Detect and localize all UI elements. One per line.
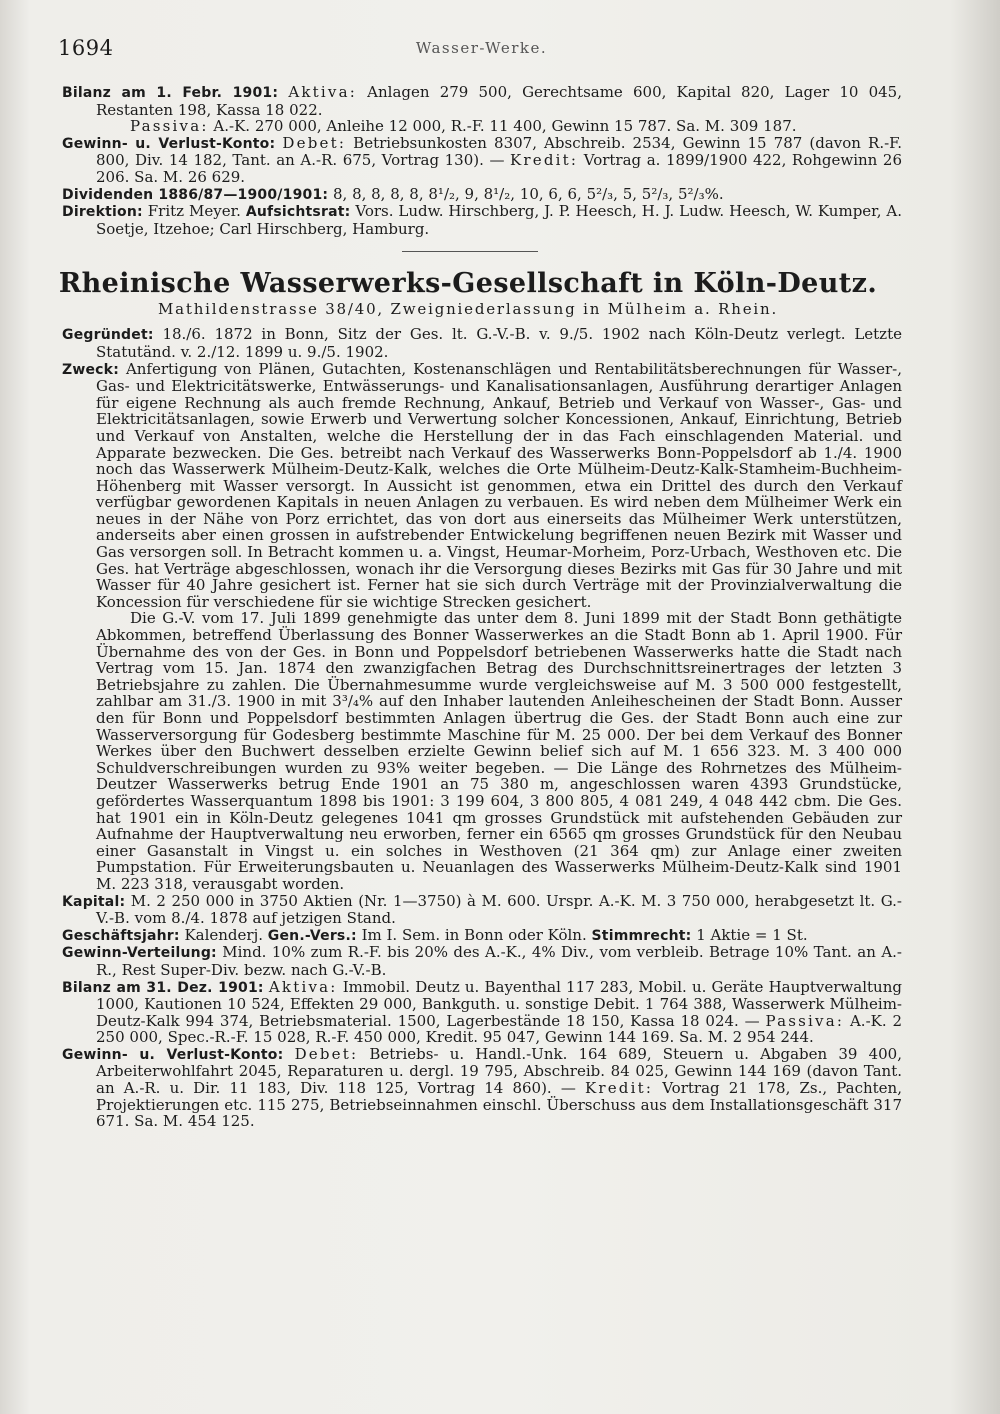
prev-direktion-label: Direktion: — [62, 204, 143, 221]
page-header — [58, 36, 905, 66]
bilanz-aktiva-text: Immobil. Deutz u. Bayenthal 117 283, Mobil. u. Geräte Hauptverwaltung 1000, Kautionen 10 524, Effekten 29 000, Bankguth. u. sonstige Debit. 1 764 388, Wasserwerk Mülheim-Deutz-Kalk 994 374, Betriebsmaterial. 1500, Lagerbestände 18 150, Kassa 18 024. — — [96, 977, 902, 1030]
geschaeftsjahr-entry — [62, 927, 902, 945]
gewinnverteilung-entry — [62, 944, 902, 978]
guv-kredit-label: Kredit: — [584, 1079, 654, 1098]
prev-aktiva-label: Aktiva: — [288, 83, 357, 101]
genvers-text: Im I. Sem. in Bonn oder Köln. — [361, 925, 587, 944]
prev-aufsichtsrat-label: Aufsichtsrat: — [245, 204, 351, 221]
geschaeftsjahr-label: Geschäftsjahr: — [62, 927, 180, 944]
guv-debet-label: Debet: — [294, 1044, 359, 1063]
page-number: 1694 — [58, 36, 114, 60]
prev-passiva-text: A.-K. 270 000, Anleihe 12 000, R.-F. 11 400, Gewinn 15 787. Sa. M. 309 187. — [213, 117, 797, 136]
prev-div-text: 8, 8, 8, 8, 8, 8¹/₂, 9, 8¹/₂, 10, 6, 6, 5²/₃, 5, 5²/₃, 5²/₃%. — [332, 184, 724, 203]
prev-guv-label: Gewinn- u. Verlust-Konto: — [62, 135, 276, 152]
section-divider — [402, 251, 538, 252]
prev-aufsichtsrat-text: Vors. Ludw. Hirschberg, J. P. Heesch, H. J. Ludw. Heesch, W. Kumper, A. Soetje, Itzehoe; Carl Hirschberg, Hamburg. — [96, 202, 903, 238]
guv-entry — [62, 1046, 902, 1130]
page-content — [58, 83, 903, 1131]
gegruendet-entry — [62, 326, 902, 360]
prev-guv-entry — [62, 135, 902, 186]
prev-kredit-text: Vortrag a. 1899/1900 422, Rohgewinn 26 206. Sa. M. 26 629. — [96, 151, 902, 186]
kapital-entry — [62, 893, 902, 927]
bilanz-passiva-label: Passiva: — [765, 1011, 845, 1030]
guv-kredit-text: Vortrag 21 178, Zs., Pachten, Projektierungen etc. 115 275, Betriebseinnahmen einschl. Überschuss aus dem Installationsgeschäft 317 671. Sa. M. 454 125. — [96, 1079, 902, 1131]
gegruendet-label: Gegründet: — [62, 327, 154, 344]
zweck-text: Anfertigung von Plänen, Gutachten, Kostenanschlägen und Rentabilitätsberechnungen für Wasser-, Gas- und Elektricitätswerke, Entwässerungs- und Kanalisationsanlagen, Ausführung derartiger Anlagen für eigene Rechnung als auch fremde Rechnung, Ankauf, Betrieb und Verkauf von Wasser-, Gas- und Elektricitätsanlagen, sowie Erwerb und Verwertung solcher Koncessionen, Ankauf, Einrichtung, Betrieb und Verkauf von Anstalten, welche die Herstellung der in das Fach einschlagenden Material. und Apparate bezwecken. Die Ges. betreibt nach Verkauf des Wasserwerks Bonn-Poppelsdorf ab 1./4. 1900 noch das Wasserwerk Mülheim-Deutz-Kalk, welches die Orte Mülheim-Deutz-Kalk-Stamheim-Buchheim-Höhenberg mit Wasser versorgt. In Aussicht ist genommen, etwa ein Drittel des durch den Verkauf verfügbar gewordenen Kapitals in neuen Anlagen zu verbauen. Es wird neben dem Mülheimer Werk ein neues in der Nähe von Porz errichtet, das von dort aus einerseits das Mülheimer Werk unterstützen, anderseits aber einen grossen in aufstrebender Entwickelung begriffenen neuen Bezirk mit Wasser und Gas versorgen soll. In Betracht kommen u. a. Vingst, Heumar-Morheim, Porz-Urbach, Westhoven etc. Die Ges. hat Verträge abgeschlossen, wonach ihr die Versorgung dieses Bezirks mit Gas für 30 Jahre und mit Wasser für 40 Jahre gesichert ist. Ferner hat sie sich durch Verträge mit der Provinzialverwaltung die Koncession für verschiedene für sie wichtige Strecken gesichert. — [96, 359, 902, 611]
guv-label: Gewinn- u. Verlust-Konto: — [62, 1046, 284, 1063]
prev-direktion-entry — [62, 203, 902, 237]
running-title: Wasser-Werke. — [415, 39, 548, 57]
gewinnverteilung-label: Gewinn-Verteilung: — [62, 945, 217, 962]
kapital-text: M. 2 250 000 in 3750 Aktien (Nr. 1—3750) à M. 600. Urspr. A.-K. M. 3 750 000, herabgesetzt lt. G.-V.-B. vom 8./4. 1878 auf jetzigen Stand. — [96, 891, 902, 928]
company-address: Mathildenstrasse 38/40, Zweigniederlassung in Mülheim a. Rhein. — [157, 300, 779, 319]
prev-div-label: Dividenden 1886/87—1900/1901: — [62, 186, 329, 203]
kapital-label: Kapital: — [62, 893, 126, 910]
prev-passiva-label: Passiva: — [130, 117, 209, 136]
prev-aktiva-text: Anlagen 279 500, Gerechtsame 600, Kapital 820, Lager 10 045, Restanten 198, Kassa 18 022. — [96, 83, 902, 119]
bilanz-label: Bilanz am 31. Dez. 1901: — [62, 979, 264, 996]
zweck-paragraph-2: Die G.-V. vom 17. Juli 1899 genehmigte das unter dem 8. Juni 1899 mit der Stadt Bonn gethätigte Abkommen, betreffend Überlassung des Bonner Wasserwerkes an die Stadt Bonn ab 1. April 1900. Für Übernahme des von der Ges. in Bonn und Poppelsdorf betriebenen Wasserwerks hatte die Stadt nach Vertrag vom 15. Jan. 1874 den zwanzigfachen Betrag des Durchschnittsreinertrages der letzten 3 Betriebsjahre zu zahlen. Die Übernahmesumme wurde vergleichsweise auf M. 3 500 000 festgestellt, zahlbar am 31./3. 1900 in mit 3³/₄% auf den Inhaber lautenden Anleihescheinen der Stadt Bonn. Ausser den für Bonn und Poppelsdorf bestimmten Anlagen übertrug die Ges. der Stadt Bonn auch eine zur Wasserversorgung für Godesberg bestimmte Maschine für M. 25 000. Der bei dem Verkauf des Bonner Werkes über den Buchwert desselben erzielte Gewinn belief sich auf M. 1 656 323. M. 3 400 000 Schuldverschreibungen wurden zu 93% weiter begeben. — Die Länge des Rohrnetzes des Mülheim-Deutzer Wasserwerks betrug Ende 1901 an 75 380 m, angeschlossen waren 4393 Grundstücke, gefördertes Wasserquantum 1898 bis 1901: 3 199 604, 3 800 805, 4 081 249, 4 048 442 cbm. Die Ges. hat 1901 ein in Köln-Deutz gelegenes 1041 qm grosses Grundstück mit aufstehenden Gebäuden zur Aufnahme der Hauptverwaltung neu erworben, ferner ein 6565 qm grosses Grundstück für den Neubau einer Gasanstalt in Vingst u. ein solches in Westhoven (21 364 qm) zur Anlage einer zweiten Pumpstation. Für Erweiterungsbauten u. Neuanlagen des Wasserwerks Mülheim-Deutz-Kalk sind 1901 M. 223 318, verausgabt worden. — [96, 609, 902, 893]
bilanz-passiva-text: A.-K. 2 250 000, Spec.-R.-F. 15 028, R.-F. 450 000, Kredit. 95 047, Gewinn 144 169. Sa. M. 2 954 244. — [96, 1011, 902, 1047]
prev-dividenden-entry — [62, 186, 902, 204]
prev-debet-label: Debet: — [282, 133, 347, 152]
prev-direktion-text: Fritz Meyer. — [147, 202, 241, 221]
prev-bilanz-label: Bilanz am 1. Febr. 1901: — [62, 85, 279, 101]
geschaeftsjahr-text: Kalenderj. — [184, 925, 264, 944]
prev-bilanz-entry — [62, 84, 902, 118]
genvers-label: Gen.-Vers.: — [267, 927, 357, 944]
prev-kredit-label: Kredit: — [510, 151, 579, 170]
gewinnverteilung-text: Mind. 10% zum R.-F. bis 20% des A.-K., 4% Div., vom verbleib. Betrage 10% Tant. an A.-R., Rest Super-Div. bezw. nach G.-V.-B. — [96, 943, 902, 979]
guv-debet-text: Betriebs- u. Handl.-Unk. 164 689, Steuern u. Abgaben 39 400, Arbeiterwohlfahrt 2045, Reparaturen u. dergl. 19 795, Abschreib. 84 025, Gewinn 144 169 (davon Tant. an A.-R. u. Dir. 11 183, Div. 118 125, Vortrag 14 860). — — [96, 1044, 902, 1098]
prev-passiva-entry — [62, 118, 902, 135]
bilanz-entry — [62, 979, 902, 1046]
zweck-entry — [62, 361, 902, 611]
bilanz-aktiva-label: Aktiva: — [268, 977, 338, 996]
zweck-label: Zweck: — [62, 361, 119, 378]
prev-debet-text: Betriebsunkosten 8307, Abschreib. 2534, Gewinn 15 787 (davon R.-F. 800, Div. 14 182, Tant. an A.-R. 675, Vortrag 130). — — [96, 133, 902, 170]
stimmrecht-label: Stimmrecht: — [591, 927, 692, 944]
company-title: Rheinische Wasserwerks-Gesellschaft in Köln-Deutz. — [58, 268, 878, 300]
gegruendet-text: 18./6. 1872 in Bonn, Sitz der Ges. lt. G.-V.-B. v. 9./5. 1902 nach Köln-Deutz verlegt. Letzte Statutänd. v. 2./12. 1899 u. 9./5. 1902. — [96, 325, 902, 361]
stimmrecht-text: 1 Aktie = 1 St. — [696, 925, 808, 944]
